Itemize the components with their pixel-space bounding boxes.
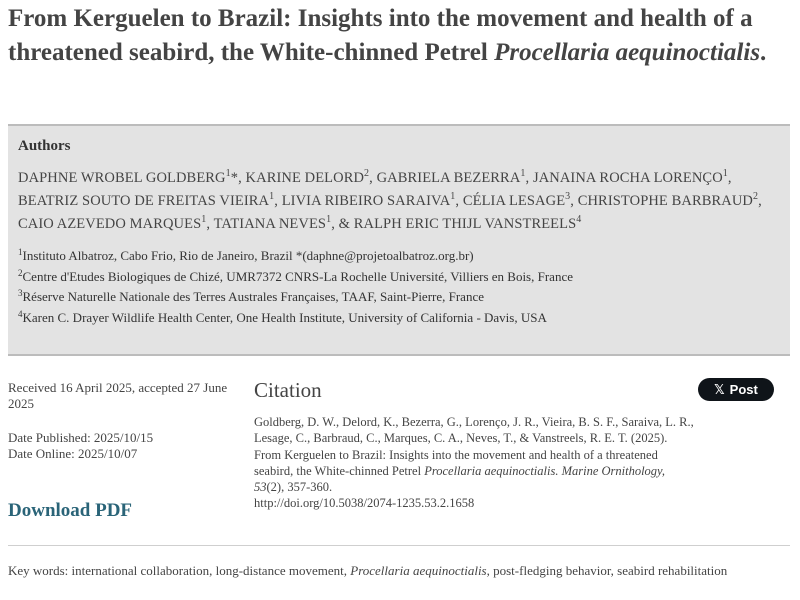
x-post-button[interactable] — [698, 378, 774, 401]
keywords-species: Procellaria aequinoctialis — [350, 563, 487, 578]
author-name: BEATRIZ SOUTO DE FREITAS VIEIRA — [18, 193, 270, 209]
affiliation-item — [18, 246, 780, 267]
author-name: RALPH ERIC THIJL VANSTREELS — [353, 216, 577, 232]
date-online: Date Online: 2025/10/07 — [8, 446, 138, 461]
author-separator: , — [455, 193, 463, 209]
author-affiliation-marker: 1 — [326, 214, 332, 225]
keywords — [8, 563, 788, 579]
citation-heading: Citation — [254, 378, 322, 402]
keywords-text-end: , post-fledging behavior, seabird rehabilitation — [486, 563, 728, 578]
affiliation-text: Instituto Albatroz, Cabo Frio, Rio de Janeiro, Brazil *(daphne@projetoalbatroz.org.br) — [22, 248, 474, 263]
citation-authors-title: Goldberg, D. W., Delord, K., Bezerra, G., Lorenço, J. R., Vieira, B. S. F., Saraiva, L. R., Lesage, C., Barbraud, C., Marques, C. A., Neves, T., & Vanstreels, R. E. T. (2025). From Kerguelen to Brazil: Insights into the movement and health of a threatened seabird, the White-chinned Petrel — [254, 415, 694, 478]
affiliation-text: Karen C. Drayer Wildlife Health Center, One Health Institute, University of California - Davis, USA — [22, 309, 547, 325]
affiliation-number: 3 — [18, 288, 23, 298]
authors-list — [18, 167, 780, 236]
publication-dates — [8, 430, 238, 462]
x-post-label: Post — [729, 382, 758, 397]
affiliations-list — [18, 246, 780, 328]
author-name: TATIANA NEVES — [213, 216, 327, 232]
author-affiliation-marker: 1 — [201, 214, 207, 225]
author-separator: , — [570, 193, 578, 209]
author-name: LIVIA RIBEIRO SARAIVA — [281, 193, 451, 209]
article-title — [8, 2, 788, 70]
keywords-text: Key words: international collaboration, long-distance movement, — [8, 563, 351, 578]
author-name: CÉLIA LESAGE — [462, 193, 566, 209]
affiliation-item — [18, 287, 780, 308]
affiliation-item — [18, 308, 780, 329]
author-name: KARINE DELORD — [245, 170, 365, 186]
author-affiliation-marker: 3 — [565, 191, 571, 202]
received-accepted-date: Received 16 April 2025, accepted 27 June 2025 — [8, 380, 228, 411]
author-separator: , — [369, 170, 377, 186]
author-separator: , — [727, 170, 732, 186]
author-separator: , — [525, 170, 533, 186]
affiliation-number: 4 — [18, 308, 23, 319]
citation-text — [254, 414, 694, 512]
author-affiliation-marker: 4 — [576, 214, 582, 225]
authors-panel — [8, 124, 790, 356]
author-affiliation-marker: 1 — [225, 168, 231, 179]
affiliation-number: 2 — [18, 267, 23, 278]
title-end: . — [760, 39, 767, 66]
author-separator: , — [274, 193, 282, 209]
author-separator: , & — [331, 216, 354, 232]
citation-journal: Procellaria aequinoctialis. Marine Ornithology, 53 — [254, 463, 666, 495]
citation-pages: (2), 357-360. — [266, 480, 333, 495]
author-separator: , — [758, 193, 762, 209]
x-logo-icon: 𝕏 — [714, 381, 725, 397]
author-name: CHRISTOPHE BARBRAUD — [577, 193, 753, 209]
author-affiliation-marker: 1 — [722, 168, 728, 179]
author-name: GABRIELA BEZERRA — [376, 170, 521, 186]
author-name: JANAINA ROCHA LORENÇO — [532, 170, 723, 186]
author-separator: *, — [230, 170, 246, 186]
title-text: From Kerguelen to Brazil: Insights into the movement and health of a threatened seabird, the White-chinned Petrel — [8, 5, 753, 66]
author-name: CAIO AZEVEDO MARQUES — [18, 216, 202, 232]
author-separator: , — [206, 216, 214, 232]
affiliation-item — [18, 267, 780, 288]
author-affiliation-marker: 1 — [269, 191, 275, 202]
affiliation-number: 1 — [18, 247, 23, 257]
authors-heading: Authors — [18, 138, 71, 154]
citation-doi[interactable]: http://doi.org/10.5038/2074-1235.53.2.1658 — [254, 496, 475, 511]
date-published: Date Published: 2025/10/15 — [8, 430, 154, 445]
download-pdf-link[interactable]: Download PDF — [8, 500, 133, 521]
author-affiliation-marker: 1 — [450, 191, 456, 202]
affiliation-text: Centre d'Etudes Biologiques de Chizé, UMR7372 CNRS-La Rochelle Université, Villiers en Bois, France — [22, 268, 573, 284]
author-name: DAPHNE WROBEL GOLDBERG — [18, 170, 226, 186]
title-species: Procellaria aequinoctialis — [494, 39, 761, 66]
author-affiliation-marker: 2 — [364, 168, 370, 179]
divider — [8, 545, 790, 546]
author-affiliation-marker: 1 — [520, 168, 526, 179]
author-affiliation-marker: 2 — [752, 191, 759, 202]
affiliation-text: Réserve Naturelle Nationale des Terres Australes Françaises, TAAF, Saint-Pierre, France — [22, 289, 484, 304]
